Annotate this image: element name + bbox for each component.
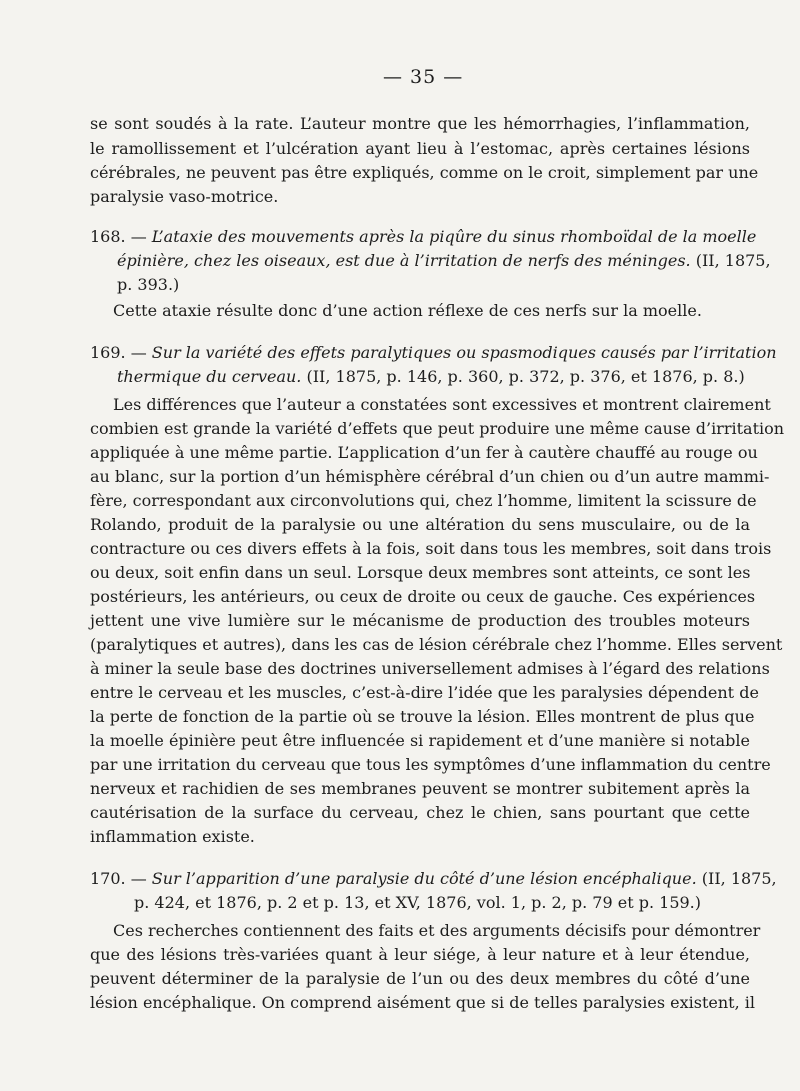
text-line: jettent une vive lumière sur le mécanisme de production des troubles moteurs bbox=[90, 611, 750, 630]
text-line: paralysie vaso-motrice. bbox=[90, 187, 279, 206]
entry-number: 168. — bbox=[90, 227, 152, 246]
text-line: fère, correspondant aux circonvolutions qui, chez l’homme, limitent la scissure de bbox=[90, 491, 757, 510]
entry-169-heading bbox=[90, 342, 777, 364]
text-line: Ces recherches contiennent des faits et des arguments décisifs pour démontrer bbox=[113, 921, 761, 940]
text-line: inflammation existe. bbox=[90, 827, 255, 846]
text-line: au blanc, sur la portion d’un hémisphère cérébral d’un chien ou d’un autre mammi- bbox=[90, 467, 770, 486]
text-line: par une irritation du cerveau que tous les symptômes d’une inflammation du centre bbox=[90, 755, 771, 774]
entry-reference: (II, 1875, bbox=[696, 869, 777, 888]
entry-reference: p. 393.) bbox=[117, 275, 180, 294]
entry-168-heading bbox=[90, 226, 757, 248]
text-line: cérébrales, ne peuvent pas être expliqués, comme on le croit, simplement par une bbox=[90, 163, 759, 182]
entry-reference: (II, 1875, p. 146, p. 360, p. 372, p. 376, et 1876, p. 8.) bbox=[301, 367, 745, 386]
text-line: peuvent déterminer de la paralysie de l’un ou des deux membres du côté d’une bbox=[90, 969, 750, 988]
text-line: cautérisation de la surface du cerveau, chez le chien, sans pourtant que cette bbox=[90, 803, 750, 822]
text-line: Rolando, produit de la paralysie ou une altération du sens musculaire, ou de la bbox=[90, 515, 750, 534]
text-line: (paralytiques et autres), dans les cas de lésion cérébrale chez l’homme. Elles servent bbox=[90, 635, 783, 654]
text-line: combien est grande la variété d’effets que peut produire une même cause d’irritation bbox=[90, 419, 785, 438]
entry-reference: (II, 1875, bbox=[690, 251, 771, 270]
entry-170-heading bbox=[90, 868, 777, 890]
entry-title: Sur l’apparition d’une paralysie du côté d’une lésion encéphalique. bbox=[151, 869, 697, 888]
text-line: appliquée à une même partie. L’application d’un fer à cautère chauffé au rouge ou bbox=[90, 443, 758, 462]
entry-title: thermique du cerveau. bbox=[117, 367, 302, 386]
text-line: Les différences que l’auteur a constatées sont excessives et montrent clairement bbox=[113, 395, 771, 414]
text-line: la moelle épinière peut être influencée si rapidement et d’une manière si notable bbox=[90, 731, 750, 750]
page-number: — 35 — bbox=[383, 66, 464, 88]
entry-number: 170. — bbox=[90, 869, 152, 888]
entry-title: Sur la variété des effets paralytiques ou spasmodiques causés par l’irritation bbox=[151, 343, 777, 362]
entry-reference: p. 424, et 1876, p. 2 et p. 13, et XV, 1876, vol. 1, p. 2, p. 79 et p. 159.) bbox=[134, 893, 702, 912]
text-line: nerveux et rachidien de ses membranes peuvent se montrer subitement après la bbox=[90, 779, 750, 798]
entry-168-heading-cont bbox=[117, 250, 771, 272]
entry-title: épinière, chez les oiseaux, est due à l’irritation de nerfs des méninges. bbox=[117, 251, 691, 270]
text-line: postérieurs, les antérieurs, ou ceux de droite ou ceux de gauche. Ces expériences bbox=[90, 587, 756, 606]
text-line: ou deux, soit enfin dans un seul. Lorsque deux membres sont atteints, ce sont les bbox=[90, 563, 751, 582]
entry-number: 169. — bbox=[90, 343, 152, 362]
text-line: que des lésions très-variées quant à leur siége, à leur nature et à leur étendue, bbox=[90, 945, 750, 964]
text-line: lésion encéphalique. On comprend aisément que si de telles paralysies existent, il bbox=[90, 993, 755, 1012]
text-line: Cette ataxie résulte donc d’une action réflexe de ces nerfs sur la moelle. bbox=[113, 301, 702, 320]
text-line: se sont soudés à la rate. L’auteur montre que les hémorrhagies, l’inflammation, bbox=[90, 114, 750, 133]
text-line: entre le cerveau et les muscles, c’est-à-dire l’idée que les paralysies dépendent de bbox=[90, 683, 759, 702]
text-line: contracture ou ces divers effets à la fois, soit dans tous les membres, soit dans trois bbox=[90, 539, 772, 558]
text-line: la perte de fonction de la partie où se trouve la lésion. Elles montrent de plus que bbox=[90, 707, 755, 726]
entry-title: L’ataxie des mouvements après la piqûre du sinus rhomboïdal de la moelle bbox=[151, 227, 757, 246]
entry-169-heading-cont bbox=[117, 366, 750, 388]
text-line: à miner la seule base des doctrines universellement admises à l’égard des relations bbox=[90, 659, 770, 678]
text-line: le ramollissement et l’ulcération ayant lieu à l’estomac, après certaines lésions bbox=[90, 139, 750, 158]
